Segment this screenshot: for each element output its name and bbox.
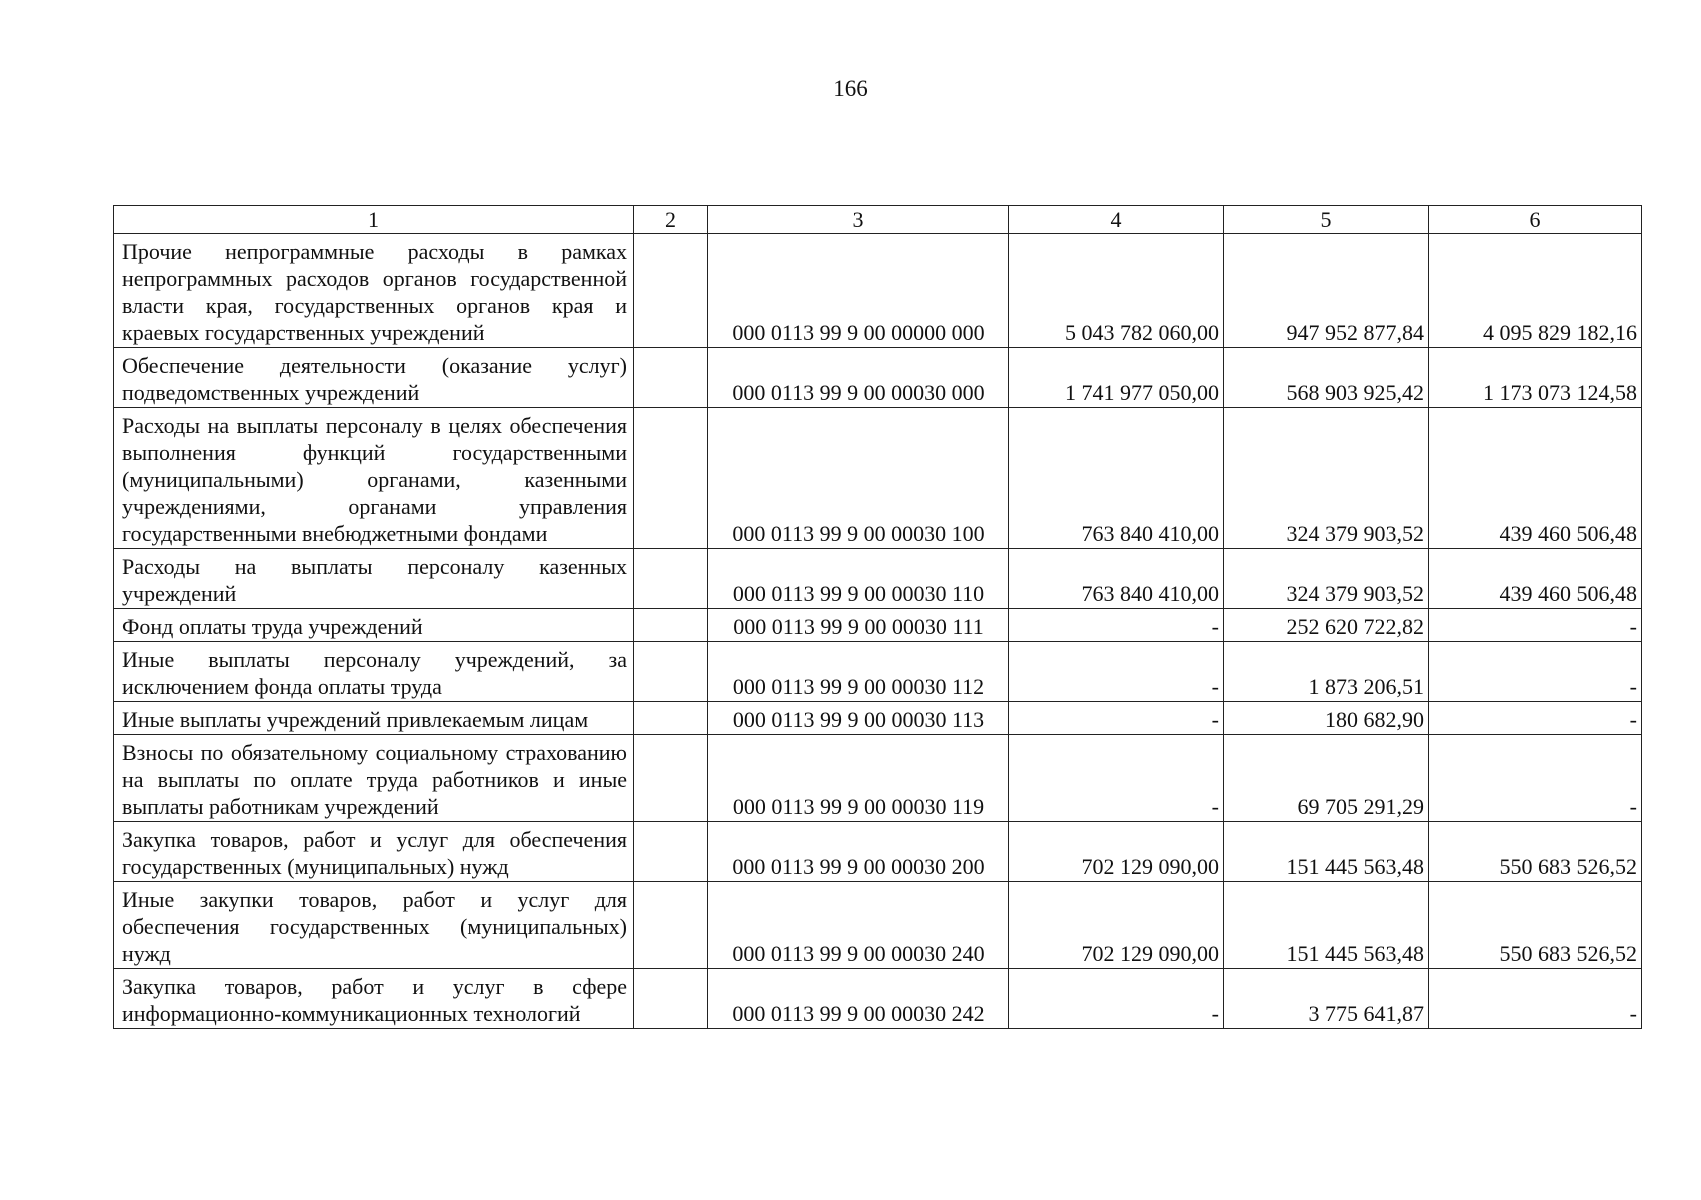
row-col6: - <box>1429 642 1642 702</box>
row-code: 000 0113 99 9 00 00030 112 <box>708 642 1009 702</box>
column-header-2: 2 <box>634 206 708 234</box>
row-name: Иные закупки товаров, работ и услуг для обеспечения государственных (муниципальных) нужд <box>114 882 634 969</box>
row-col4: 702 129 090,00 <box>1009 882 1224 969</box>
row-col6: 1 173 073 124,58 <box>1429 348 1642 408</box>
row-name: Обеспечение деятельности (оказание услуг) подведомственных учреждений <box>114 348 634 408</box>
row-col4: - <box>1009 702 1224 735</box>
row-name: Расходы на выплаты персоналу казенных учреждений <box>114 549 634 609</box>
table-row <box>114 408 1642 549</box>
column-header-6: 6 <box>1429 206 1642 234</box>
column-header-1: 1 <box>114 206 634 234</box>
row-col2 <box>634 702 708 735</box>
row-col2 <box>634 609 708 642</box>
row-col4: - <box>1009 735 1224 822</box>
row-col5: 252 620 722,82 <box>1224 609 1429 642</box>
row-col2 <box>634 969 708 1029</box>
row-name: Иные выплаты учреждений привлекаемым лицам <box>114 702 634 735</box>
row-col6: 439 460 506,48 <box>1429 408 1642 549</box>
table-row <box>114 882 1642 969</box>
row-col5: 1 873 206,51 <box>1224 642 1429 702</box>
row-col5: 151 445 563,48 <box>1224 822 1429 882</box>
table-row <box>114 735 1642 822</box>
row-code: 000 0113 99 9 00 00030 200 <box>708 822 1009 882</box>
page-number: 166 <box>833 76 868 101</box>
row-col6: 4 095 829 182,16 <box>1429 234 1642 348</box>
row-col2 <box>634 642 708 702</box>
row-col6: 550 683 526,52 <box>1429 822 1642 882</box>
table-row <box>114 969 1642 1029</box>
row-col5: 151 445 563,48 <box>1224 882 1429 969</box>
row-name: Прочие непрограммные расходы в рамках непрограммных расходов органов государственной власти края, государственных органов края и краевых государственных учреждений <box>114 234 634 348</box>
budget-table <box>113 205 1642 1029</box>
row-col4: 1 741 977 050,00 <box>1009 348 1224 408</box>
row-code: 000 0113 99 9 00 00030 100 <box>708 408 1009 549</box>
table-header-row <box>114 206 1642 234</box>
row-code: 000 0113 99 9 00 00030 242 <box>708 969 1009 1029</box>
row-col5: 3 775 641,87 <box>1224 969 1429 1029</box>
column-header-4: 4 <box>1009 206 1224 234</box>
row-col2 <box>634 549 708 609</box>
row-col4: 5 043 782 060,00 <box>1009 234 1224 348</box>
row-name: Взносы по обязательному социальному страхованию на выплаты по оплате труда работников и иные выплаты работникам учреждений <box>114 735 634 822</box>
row-col4: 763 840 410,00 <box>1009 549 1224 609</box>
table-row <box>114 549 1642 609</box>
row-code: 000 0113 99 9 00 00030 110 <box>708 549 1009 609</box>
row-col5: 568 903 925,42 <box>1224 348 1429 408</box>
row-code: 000 0113 99 9 00 00030 240 <box>708 882 1009 969</box>
row-col6: - <box>1429 735 1642 822</box>
row-code: 000 0113 99 9 00 00030 113 <box>708 702 1009 735</box>
row-col4: - <box>1009 642 1224 702</box>
row-col5: 180 682,90 <box>1224 702 1429 735</box>
row-col2 <box>634 408 708 549</box>
column-header-5: 5 <box>1224 206 1429 234</box>
row-col5: 947 952 877,84 <box>1224 234 1429 348</box>
row-col6: - <box>1429 969 1642 1029</box>
row-code: 000 0113 99 9 00 00030 119 <box>708 735 1009 822</box>
row-col4: 763 840 410,00 <box>1009 408 1224 549</box>
row-code: 000 0113 99 9 00 00030 000 <box>708 348 1009 408</box>
column-header-3: 3 <box>708 206 1009 234</box>
row-name: Закупка товаров, работ и услуг для обеспечения государственных (муниципальных) нужд <box>114 822 634 882</box>
row-col5: 69 705 291,29 <box>1224 735 1429 822</box>
row-col4: - <box>1009 969 1224 1029</box>
row-col4: 702 129 090,00 <box>1009 822 1224 882</box>
row-col2 <box>634 348 708 408</box>
row-col5: 324 379 903,52 <box>1224 408 1429 549</box>
row-code: 000 0113 99 9 00 00000 000 <box>708 234 1009 348</box>
table-row <box>114 702 1642 735</box>
row-col6: 439 460 506,48 <box>1429 549 1642 609</box>
row-col2 <box>634 882 708 969</box>
table-row <box>114 822 1642 882</box>
row-name: Расходы на выплаты персоналу в целях обеспечения выполнения функций государственными (муниципальными) органами, казенными учреждениями, органами управления государственными внебюджетными фондами <box>114 408 634 549</box>
row-name: Фонд оплаты труда учреждений <box>114 609 634 642</box>
row-name: Иные выплаты персоналу учреждений, за исключением фонда оплаты труда <box>114 642 634 702</box>
row-col4: - <box>1009 609 1224 642</box>
row-col2 <box>634 234 708 348</box>
row-name: Закупка товаров, работ и услуг в сфере информационно-коммуникационных технологий <box>114 969 634 1029</box>
row-col5: 324 379 903,52 <box>1224 549 1429 609</box>
row-col2 <box>634 735 708 822</box>
row-col6: - <box>1429 702 1642 735</box>
table-row <box>114 609 1642 642</box>
table-row <box>114 642 1642 702</box>
row-col6: - <box>1429 609 1642 642</box>
table-row <box>114 234 1642 348</box>
row-col2 <box>634 822 708 882</box>
row-code: 000 0113 99 9 00 00030 111 <box>708 609 1009 642</box>
table-row <box>114 348 1642 408</box>
row-col6: 550 683 526,52 <box>1429 882 1642 969</box>
